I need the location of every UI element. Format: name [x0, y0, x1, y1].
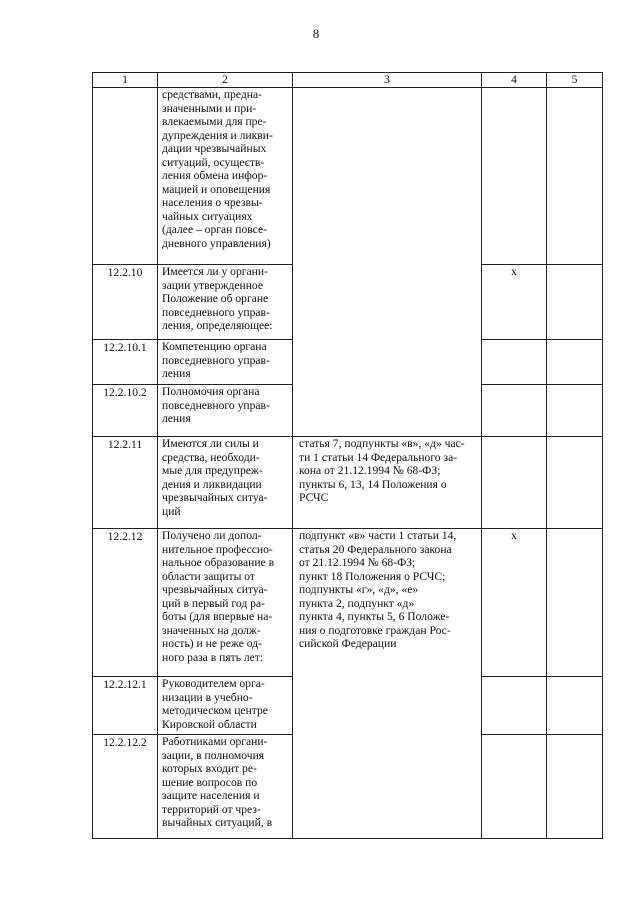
question-text: Получено ли допол- нительное профессио- нальное образование в области защиты от чрезвычайных ситуа- ций в первый год ра- боты (для впервые на- значенных на долж- ность) и не реже од- ного раза в пять лет: [158, 529, 293, 677]
question-text: Руководителем орга- низации в учебно- методическом центре Кировской области [158, 677, 293, 735]
item-number: 12.2.10.2 [93, 385, 158, 437]
col5-cell [547, 340, 603, 385]
col4-mark: x [482, 265, 547, 340]
table-row [93, 437, 603, 529]
reference-cell-empty [293, 88, 482, 437]
legal-reference: подпункт «в» части 1 статьи 14, статья 20 Федерального закона от 21.12.1994 № 68-ФЗ; пункт 18 Положения о РСЧС; подпункты «г», «д», «е» пункта 2, подпункт «д» пункта 4, пункты 5, 6 Положе- ния о подготовке граждан Рос- сийской Федерации [293, 529, 482, 839]
table-header-row [93, 73, 603, 88]
item-number: 12.2.12.1 [93, 677, 158, 735]
col5-cell [547, 265, 603, 340]
header-col-3: 3 [293, 73, 482, 88]
question-text: средствами, предна- значенными и при- влекаемыми для пре- дупреждения и ликви- дации чрезвычайных ситуаций, осуществ- ления обмена инфор- мацией и оповещения населения о чрезвы- чайных ситуациях (далее – орган повсе- дневного управления) [158, 88, 293, 265]
item-number [93, 88, 158, 265]
col4-mark [482, 340, 547, 385]
col5-cell [547, 88, 603, 265]
col4-mark [482, 437, 547, 529]
col4-mark [482, 385, 547, 437]
question-text: Имеется ли у органи- зации утвержденное Положение об органе повседневного управ- ления, определяющее: [158, 265, 293, 340]
col4-mark [482, 735, 547, 839]
legal-reference: статья 7, подпункты «в», «д» час- ти 1 статьи 14 Федерального за- кона от 21.12.1994 № 68-ФЗ; пункты 6, 13, 14 Положения о РСЧС [293, 437, 482, 529]
header-col-1: 1 [93, 73, 158, 88]
header-col-4: 4 [482, 73, 547, 88]
col4-mark: x [482, 529, 547, 677]
table-row [93, 88, 603, 265]
table-row [93, 529, 603, 677]
page-number: 8 [312, 26, 320, 41]
checklist-table [92, 72, 603, 839]
col5-cell [547, 437, 603, 529]
col5-cell [547, 529, 603, 677]
question-text: Полномочия органа повседневного управ- ления [158, 385, 293, 437]
question-text: Имеются ли силы и средства, необходи- мые для предупреж- дения и ликвидации чрезвычайных ситуа- ций [158, 437, 293, 529]
item-number: 12.2.12 [93, 529, 158, 677]
question-text: Компетенцию органа повседневного управ- ления [158, 340, 293, 385]
header-col-2: 2 [158, 73, 293, 88]
col4-mark [482, 88, 547, 265]
col5-cell [547, 385, 603, 437]
item-number: 12.2.11 [93, 437, 158, 529]
col5-cell [547, 735, 603, 839]
col5-cell [547, 677, 603, 735]
item-number: 12.2.10 [93, 265, 158, 340]
question-text: Работниками органи- зации, в полномочия которых входит ре- шение вопросов по защите населения и территорий от чрез- вычайных ситуаций, в [158, 735, 293, 839]
item-number: 12.2.12.2 [93, 735, 158, 839]
item-number: 12.2.10.1 [93, 340, 158, 385]
header-col-5: 5 [547, 73, 603, 88]
col4-mark [482, 677, 547, 735]
